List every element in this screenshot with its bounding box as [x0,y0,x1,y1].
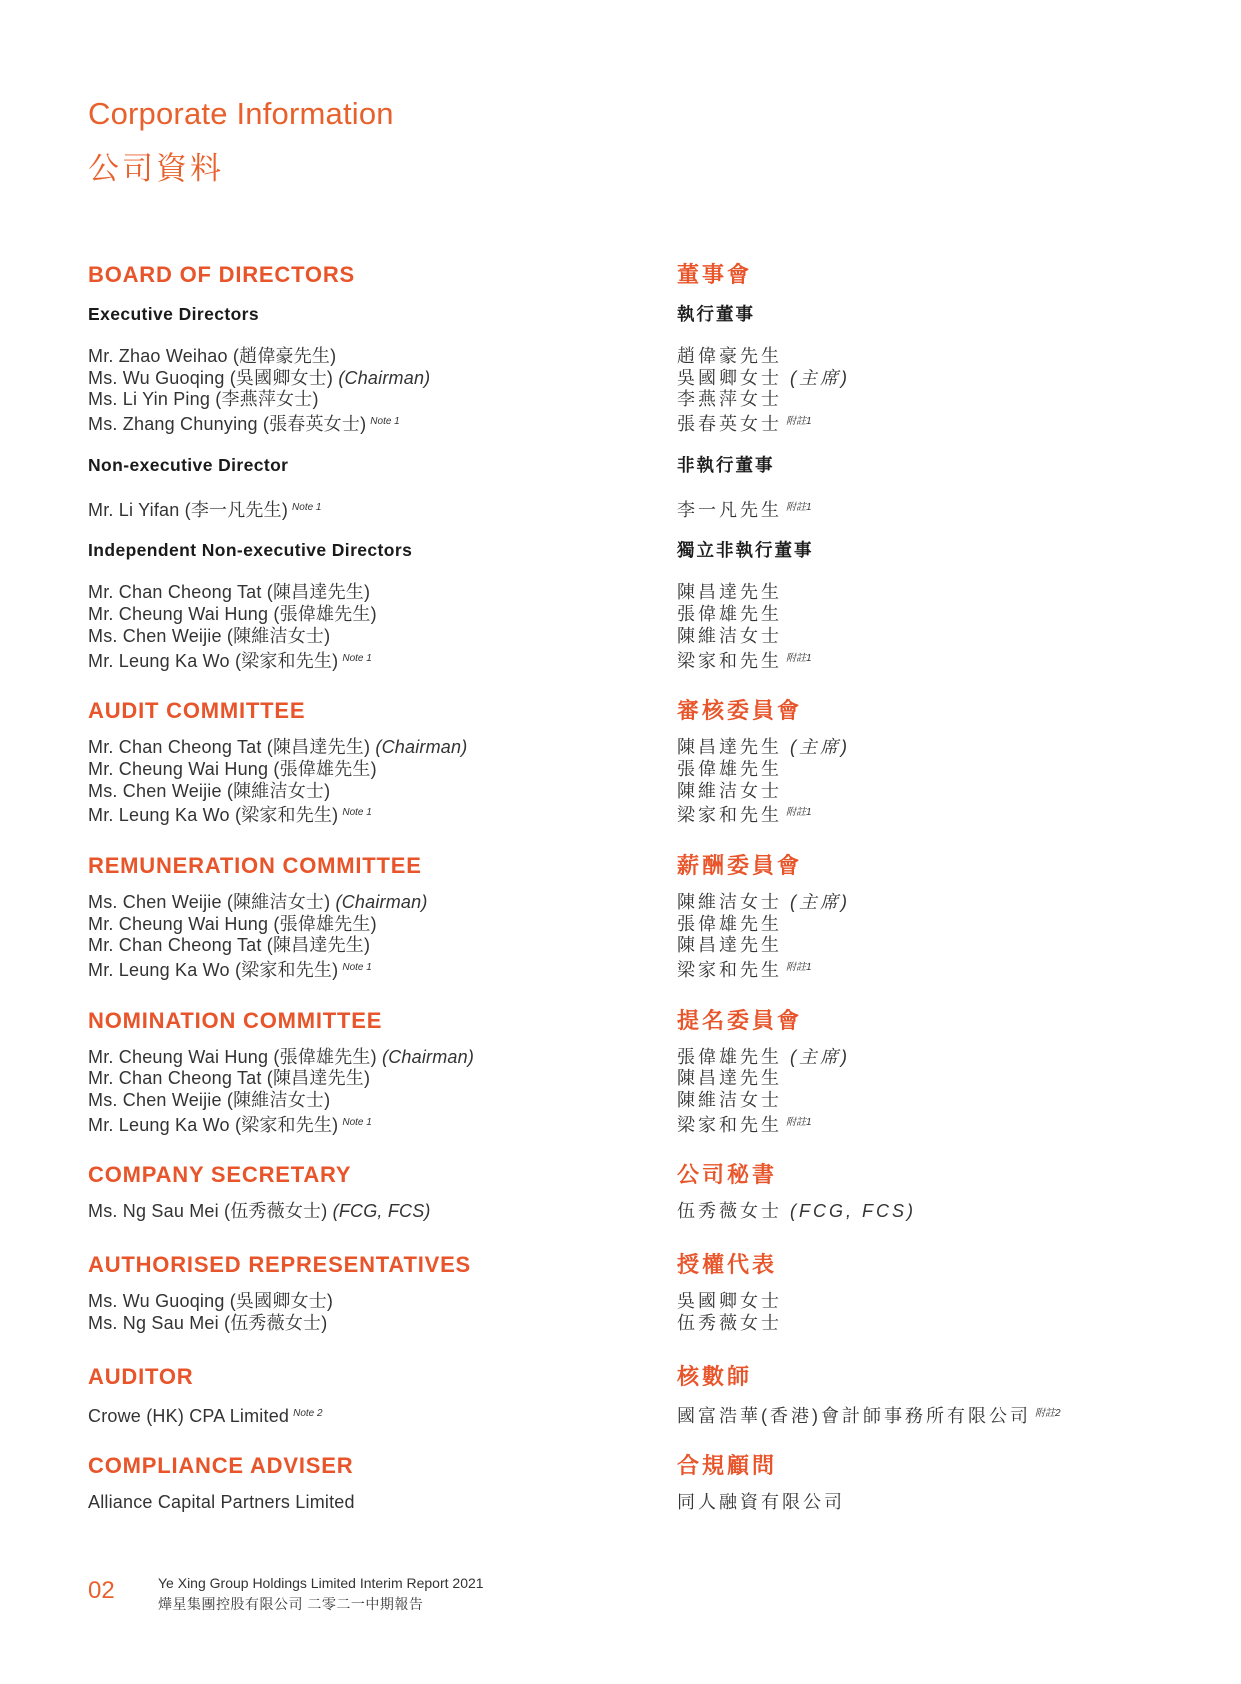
footer-report-title-en: Ye Xing Group Holdings Limited Interim Report 2021 [158,1575,484,1591]
name-line [677,935,1177,957]
section-title: 提名委員會 [677,1007,803,1033]
name-text: Ms. Ng Sau Mei (伍秀薇女士) [88,1201,328,1222]
page-title-zh: 公司資料 [88,151,224,186]
name-line [677,626,1177,648]
role-text: (Chairman) [335,891,428,912]
name-line [88,781,648,803]
name-line [88,648,648,670]
authorised-representatives-section-zh [677,1248,1177,1334]
compliance-adviser-list-zh [677,1492,1177,1514]
name-line [677,389,1177,411]
page-title-en: Corporate Information [88,96,394,131]
section-title: COMPANY SECRETARY [88,1162,352,1188]
name-line [88,626,648,648]
note-ref: 附註1 [786,1116,812,1128]
section-title: REMUNERATION COMMITTEE [88,852,422,878]
name-line [88,389,648,411]
name-text: Ms. Chen Weijie (陳維洁女士) [88,891,331,912]
name-text: 國富浩華(香港)會計師事務所有限公司 [677,1405,1031,1426]
note-ref: Note 1 [342,1116,372,1128]
section-title: BOARD OF DIRECTORS [88,262,356,287]
name-line [677,368,1177,390]
non-executive-director-heading: Non-executive Director [88,454,289,475]
english-column [88,258,648,1514]
name-text: Ms. Wu Guoqing (吳國卿女士) [88,367,334,388]
name-text: 吳國卿女士 [677,1291,782,1312]
section-title: 公司秘書 [677,1162,778,1188]
page-number: 02 [88,1577,115,1604]
audit-committee-section-zh [677,694,1177,824]
section-title: AUDITOR [88,1363,194,1389]
company-secretary-section-zh [677,1158,1177,1223]
name-text: Ms. Ng Sau Mei (伍秀薇女士) [88,1312,328,1333]
name-line [88,1291,648,1313]
board-of-directors-section [88,258,648,669]
name-text: Crowe (HK) CPA Limited [88,1405,290,1426]
name-line [88,737,648,759]
name-text: 同人融資有限公司 [677,1492,845,1513]
nomination-committee-section-zh [677,1004,1177,1134]
name-text: 陳昌達先生 [677,737,782,758]
name-text: 陳昌達先生 [677,582,782,603]
name-text: Mr. Chan Cheong Tat (陳昌達先生) [88,1068,371,1089]
note-ref: 附註1 [786,807,812,819]
name-line [677,781,1177,803]
name-text: Mr. Cheung Wai Hung (張偉雄先生) [88,1046,377,1067]
name-line [677,802,1177,824]
name-line [88,604,648,626]
name-text: 陳維洁女士 [677,625,782,646]
name-line [88,368,648,390]
remuneration-committee-section [88,849,648,979]
chinese-column [677,258,1177,1514]
name-line [677,1291,1177,1313]
name-text: 李燕萍女士 [677,389,782,410]
role-text: (FCG, FCS) [790,1201,917,1222]
name-line [88,1313,648,1335]
name-line [88,1201,648,1223]
name-line [677,957,1177,979]
role-text: (主席) [790,891,851,912]
name-text: 陳維洁女士 [677,891,782,912]
name-line [677,648,1177,670]
name-text: 張春英女士 [677,414,782,435]
non-executive-director-list [88,497,648,519]
name-line [677,1201,1177,1223]
non-executive-director-heading-zh: 非執行董事 [677,454,775,475]
section-title: AUDIT COMMITTEE [88,698,306,724]
name-text: Mr. Leung Ka Wo (梁家和先生) [88,1114,339,1135]
name-line [88,1492,648,1514]
name-line [88,892,648,914]
authorised-representatives-section [88,1248,648,1334]
name-text: Mr. Chan Cheong Tat (陳昌達先生) [88,582,371,603]
name-text: 張偉雄先生 [677,758,782,779]
name-text: Mr. Cheung Wai Hung (張偉雄先生) [88,604,377,625]
name-line [677,497,1177,519]
remuneration-committee-list [88,892,648,979]
section-title: 董事會 [677,262,753,287]
name-text: Alliance Capital Partners Limited [88,1492,355,1513]
name-line [677,759,1177,781]
name-line [677,1090,1177,1112]
name-text: Ms. Wu Guoqing (吳國卿女士) [88,1291,334,1312]
note-ref: 附註1 [786,416,812,428]
auditor-list [88,1403,648,1425]
name-line [88,582,648,604]
name-text: Ms. Li Yin Ping (李燕萍女士) [88,389,319,410]
section-title: AUTHORISED REPRESENTATIVES [88,1252,472,1278]
name-line [677,1047,1177,1069]
name-text: 陳昌達先生 [677,935,782,956]
auditor-section [88,1360,648,1425]
name-text: Ms. Chen Weijie (陳維洁女士) [88,1090,331,1111]
auditor-list-zh [677,1403,1177,1425]
name-text: Mr. Leung Ka Wo (梁家和先生) [88,650,339,671]
note-ref: Note 1 [342,652,372,664]
name-line [88,1068,648,1090]
nomination-committee-list-zh [677,1047,1177,1134]
nomination-committee-list [88,1047,648,1134]
name-text: 梁家和先生 [677,1114,782,1135]
name-text: Mr. Chan Cheong Tat (陳昌達先生) [88,935,371,956]
name-line [677,892,1177,914]
compliance-adviser-list [88,1492,648,1514]
role-text: (Chairman) [338,367,431,388]
name-text: Ms. Chen Weijie (陳維洁女士) [88,625,331,646]
name-line [88,957,648,979]
auditor-section-zh [677,1360,1177,1425]
note-ref: 附註1 [786,501,812,513]
section-title: 薪酬委員會 [677,852,803,878]
name-text: Ms. Chen Weijie (陳維洁女士) [88,780,331,801]
footer-report-title-zh: 燁星集團控股有限公司 二零二一中期報告 [158,1596,424,1612]
name-line [88,759,648,781]
audit-committee-list [88,737,648,824]
name-line [88,1112,648,1134]
role-text: (主席) [790,1046,851,1067]
name-text: 李一凡先生 [677,499,782,520]
note-ref: 附註2 [1035,1407,1061,1419]
section-title: 授權代表 [677,1252,778,1278]
company-secretary-list-zh [677,1201,1177,1223]
independent-directors-list-zh [677,582,1177,669]
executive-directors-list [88,346,648,433]
note-ref: Note 2 [293,1407,323,1419]
name-line [88,935,648,957]
audit-committee-list-zh [677,737,1177,824]
company-secretary-section [88,1158,648,1223]
name-text: Ms. Zhang Chunying (張春英女士) [88,414,367,435]
note-ref: Note 1 [370,416,400,428]
section-title: 合規顧問 [677,1453,778,1479]
role-text: (FCG, FCS) [332,1201,431,1222]
compliance-adviser-section [88,1449,648,1514]
name-text: Mr. Leung Ka Wo (梁家和先生) [88,805,339,826]
non-executive-director-list-zh [677,497,1177,519]
name-line [677,411,1177,433]
executive-directors-heading: Executive Directors [88,304,260,324]
remuneration-committee-section-zh [677,849,1177,979]
name-line [677,346,1177,368]
name-line [677,1403,1177,1425]
name-line [88,497,648,519]
name-line [677,1313,1177,1335]
audit-committee-section [88,694,648,824]
name-text: Mr. Leung Ka Wo (梁家和先生) [88,960,339,980]
name-text: 梁家和先生 [677,960,782,980]
name-line [677,1068,1177,1090]
name-text: 趙偉豪先生 [677,346,782,366]
note-ref: 附註1 [786,962,812,973]
name-text: 陳昌達先生 [677,1068,782,1089]
name-text: Mr. Chan Cheong Tat (陳昌達先生) [88,737,371,758]
remuneration-committee-list-zh [677,892,1177,979]
name-line [88,1090,648,1112]
role-text: (主席) [790,367,851,388]
name-text: 梁家和先生 [677,805,782,826]
authorised-representatives-list [88,1291,648,1334]
name-line [677,582,1177,604]
name-text: Mr. Zhao Weihao (趙偉豪先生) [88,346,337,366]
name-text: 伍秀薇女士 [677,1201,782,1222]
independent-directors-heading-zh: 獨立非執行董事 [677,540,814,561]
note-ref: Note 1 [342,807,372,819]
name-text: 張偉雄先生 [677,913,782,934]
authorised-representatives-list-zh [677,1291,1177,1334]
note-ref: Note 1 [342,962,372,973]
executive-directors-heading-zh: 執行董事 [677,304,755,324]
independent-directors-list [88,582,648,669]
company-secretary-list [88,1201,648,1223]
name-line [88,802,648,824]
name-line [677,1492,1177,1514]
independent-directors-heading: Independent Non-executive Directors [88,540,413,561]
name-line [677,737,1177,759]
name-line [88,1403,648,1425]
name-line [677,1112,1177,1134]
nomination-committee-section [88,1004,648,1134]
name-text: 陳維洁女士 [677,1090,782,1111]
name-line [88,346,648,368]
section-title: NOMINATION COMMITTEE [88,1007,383,1033]
name-text: 張偉雄先生 [677,1046,782,1067]
name-line [88,411,648,433]
name-text: 伍秀薇女士 [677,1312,782,1333]
section-title: COMPLIANCE ADVISER [88,1453,354,1479]
name-text: Mr. Cheung Wai Hung (張偉雄先生) [88,913,377,934]
executive-directors-list-zh [677,346,1177,433]
name-text: Mr. Cheung Wai Hung (張偉雄先生) [88,758,377,779]
board-of-directors-section-zh [677,258,1177,669]
name-line [88,914,648,936]
role-text: (Chairman) [382,1046,475,1067]
name-text: 梁家和先生 [677,650,782,671]
role-text: (主席) [790,737,851,758]
role-text: (Chairman) [375,737,468,758]
section-title: 審核委員會 [677,698,803,724]
name-line [88,1047,648,1069]
note-ref: 附註1 [786,652,812,664]
name-text: 吳國卿女士 [677,367,782,388]
section-title: 核數師 [677,1363,753,1389]
compliance-adviser-section-zh [677,1449,1177,1514]
name-line [677,914,1177,936]
name-text: Mr. Li Yifan (李一凡先生) [88,499,289,520]
note-ref: Note 1 [292,501,322,513]
name-line [677,604,1177,626]
name-text: 張偉雄先生 [677,604,782,625]
name-text: 陳維洁女士 [677,780,782,801]
